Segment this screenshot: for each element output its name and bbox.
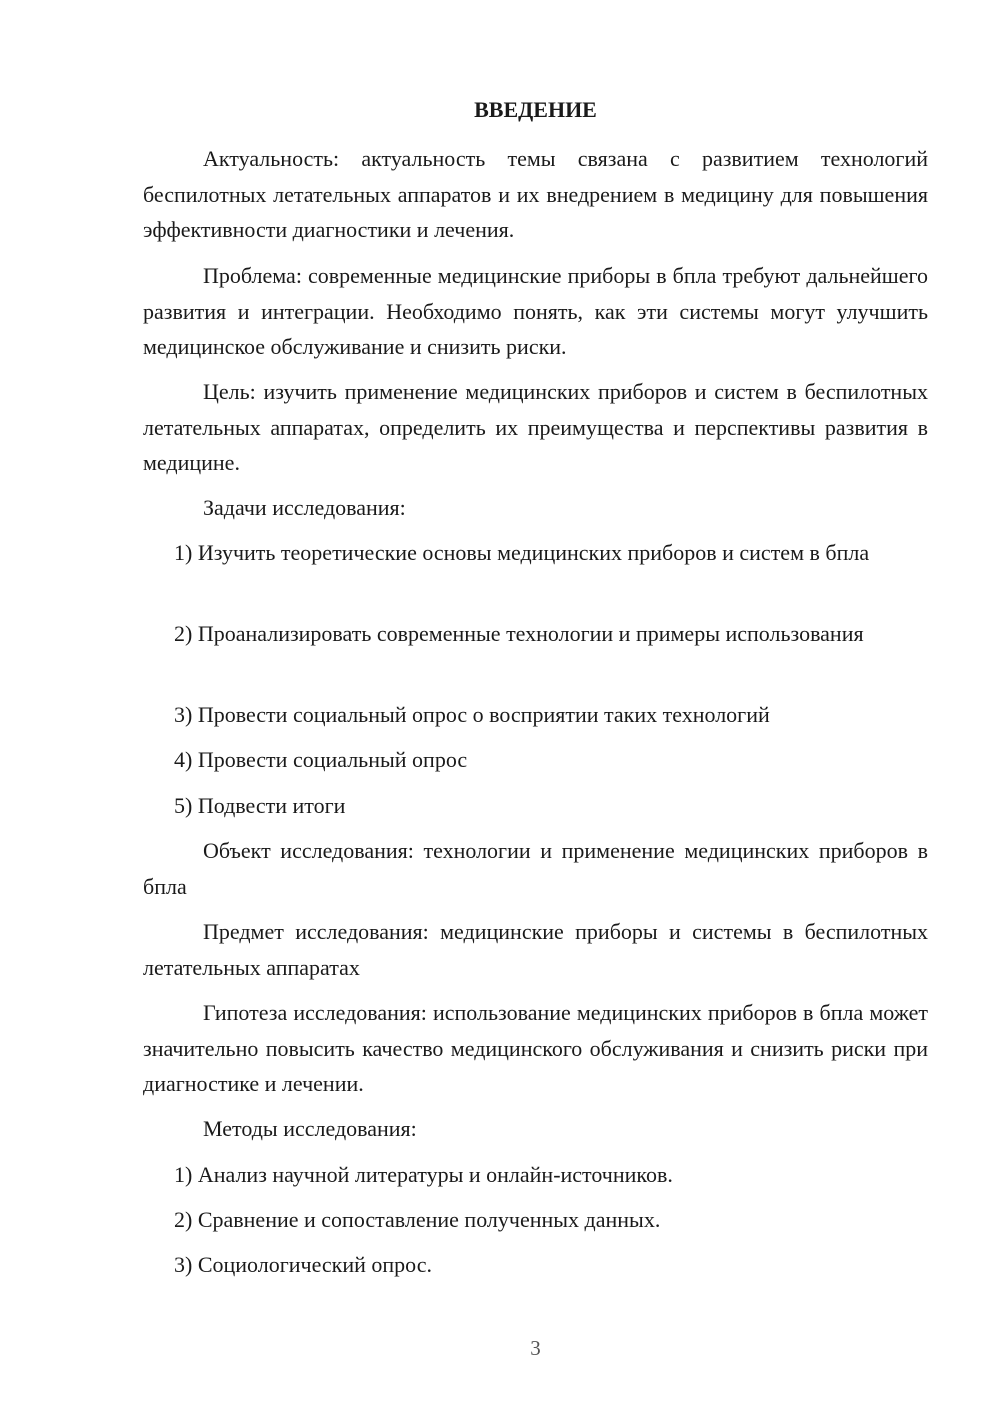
method-item-3: 3) Социологический опрос.: [174, 1252, 432, 1277]
methods-title: Методы исследования:: [203, 1116, 417, 1141]
tasks-title: Задачи исследования:: [203, 495, 406, 520]
task-item-4: 4) Провести социальный опрос: [174, 747, 468, 772]
method-item-1: 1) Анализ научной литературы и онлайн-источников.: [174, 1162, 673, 1187]
paragraph-relevance: Актуальность: актуальность темы связана с развитием технологий беспилотных летательных аппаратов и их внедрением в медицину для повышения эффективности диагностики и лечения.: [143, 146, 928, 242]
task-item-1: 1) Изучить теоретические основы медицинских приборов и систем в бпла: [174, 540, 870, 565]
method-item-2: 2) Сравнение и сопоставление полученных данных.: [174, 1207, 661, 1232]
document-page: [143, 0, 928, 1414]
task-item-3: 3) Провести социальный опрос о восприятии таких технологий: [174, 702, 770, 727]
paragraph-problem: Проблема: современные медицинские приборы в бпла требуют дальнейшего развития и интеграции. Необходимо понять, как эти системы могут улучшить медицинское обслуживание и снизить риски.: [143, 263, 928, 359]
page-number: 3: [530, 1336, 541, 1360]
paragraph-subject: Предмет исследования: медицинские приборы и системы в беспилотных летательных аппаратах: [143, 919, 928, 980]
section-heading: ВВЕДЕНИЕ: [474, 97, 597, 122]
task-item-2: 2) Проанализировать современные технологии и примеры использования: [174, 621, 864, 646]
paragraph-goal: Цель: изучить применение медицинских приборов и систем в беспилотных летательных аппаратах, определить их преимущества и перспективы развития в медицине.: [143, 379, 928, 475]
paragraph-hypothesis: Гипотеза исследования: использование медицинских приборов в бпла может значительно повысить качество медицинского обслуживания и снизить риски при диагностике и лечении.: [143, 1000, 928, 1096]
task-item-5: 5) Подвести итоги: [174, 793, 346, 818]
paragraph-object: Объект исследования: технологии и применение медицинских приборов в бпла: [143, 838, 928, 899]
